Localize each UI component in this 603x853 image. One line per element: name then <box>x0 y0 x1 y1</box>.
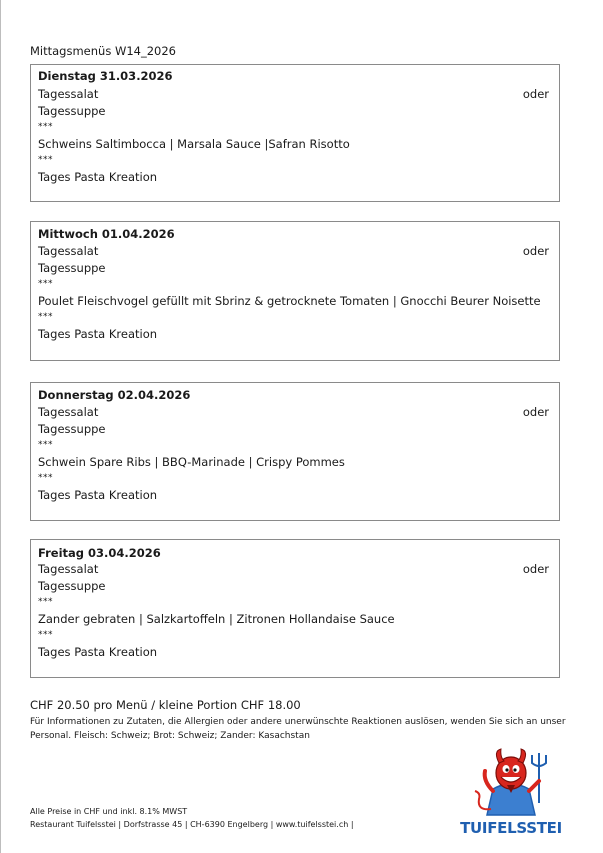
salad-item: Tagessalat <box>38 405 99 419</box>
day-title: Donnerstag 02.04.2026 <box>38 388 191 402</box>
separator: *** <box>38 597 53 607</box>
devil-mascot-icon <box>455 745 567 819</box>
salad-item: Tagessalat <box>38 244 99 258</box>
day-title: Mittwoch 01.04.2026 <box>38 227 175 241</box>
salad-item: Tagessalat <box>38 87 99 101</box>
pasta-item: Tages Pasta Kreation <box>38 645 158 659</box>
salad-item: Tagessalat <box>38 562 99 576</box>
day-title: Dienstag 31.03.2026 <box>38 69 173 83</box>
pasta-item: Tages Pasta Kreation <box>38 170 158 184</box>
oder-label: oder <box>522 562 549 576</box>
separator: *** <box>38 155 53 165</box>
separator: *** <box>38 473 53 483</box>
pasta-item: Tages Pasta Kreation <box>38 488 158 502</box>
main-dish: Schweins Saltimbocca | Marsala Sauce |Safran Risotto <box>38 137 350 151</box>
oder-label: oder <box>522 405 549 419</box>
separator: *** <box>38 440 53 450</box>
separator: *** <box>38 630 53 640</box>
day-title: Freitag 03.04.2026 <box>38 546 161 560</box>
page-title: Mittagsmenüs W14_2026 <box>30 44 176 58</box>
main-dish: Poulet Fleischvogel gefüllt mit Sbrinz & getrocknete Tomaten | Gnocchi Beurer Noisette <box>38 294 541 308</box>
price-line: CHF 20.50 pro Menü / kleine Portion CHF 18.00 <box>30 698 301 712</box>
allergen-info-line: Für Informationen zu Zutaten, die Allergien oder andere unerwünschte Reaktionen auslösen, wenden Sie sich an unser <box>30 717 566 727</box>
pasta-item: Tages Pasta Kreation <box>38 327 158 341</box>
restaurant-logo <box>455 745 567 837</box>
oder-label: oder <box>522 87 549 101</box>
oder-label: oder <box>522 244 549 258</box>
allergen-info <box>30 715 570 743</box>
separator: *** <box>38 279 53 289</box>
footer-address: Restaurant Tuifelsstei | Dorfstrasse 45 | CH-6390 Engelberg | www.tuifelsstei.ch | <box>30 820 354 829</box>
day-menu-donnerstag <box>30 382 560 521</box>
soup-item: Tagessuppe <box>38 104 106 118</box>
logo-wordmark: TUIFELSSTEI <box>460 819 562 837</box>
day-menu-dienstag <box>30 64 560 202</box>
day-menu-mittwoch <box>30 221 560 361</box>
origin-info-line: Personal. Fleisch: Schweiz; Brot: Schweiz; Zander: Kasachstan <box>30 731 310 741</box>
separator: *** <box>38 122 53 132</box>
main-dish: Schwein Spare Ribs | BBQ-Marinade | Crispy Pommes <box>38 455 345 469</box>
soup-item: Tagessuppe <box>38 579 106 593</box>
separator: *** <box>38 312 53 322</box>
day-menu-freitag <box>30 539 560 678</box>
soup-item: Tagessuppe <box>38 422 106 436</box>
page-edge <box>0 0 1 853</box>
footer-vat-note: Alle Preise in CHF und inkl. 8.1% MWST <box>30 807 188 816</box>
soup-item: Tagessuppe <box>38 261 106 275</box>
main-dish: Zander gebraten | Salzkartoffeln | Zitronen Hollandaise Sauce <box>38 612 395 626</box>
